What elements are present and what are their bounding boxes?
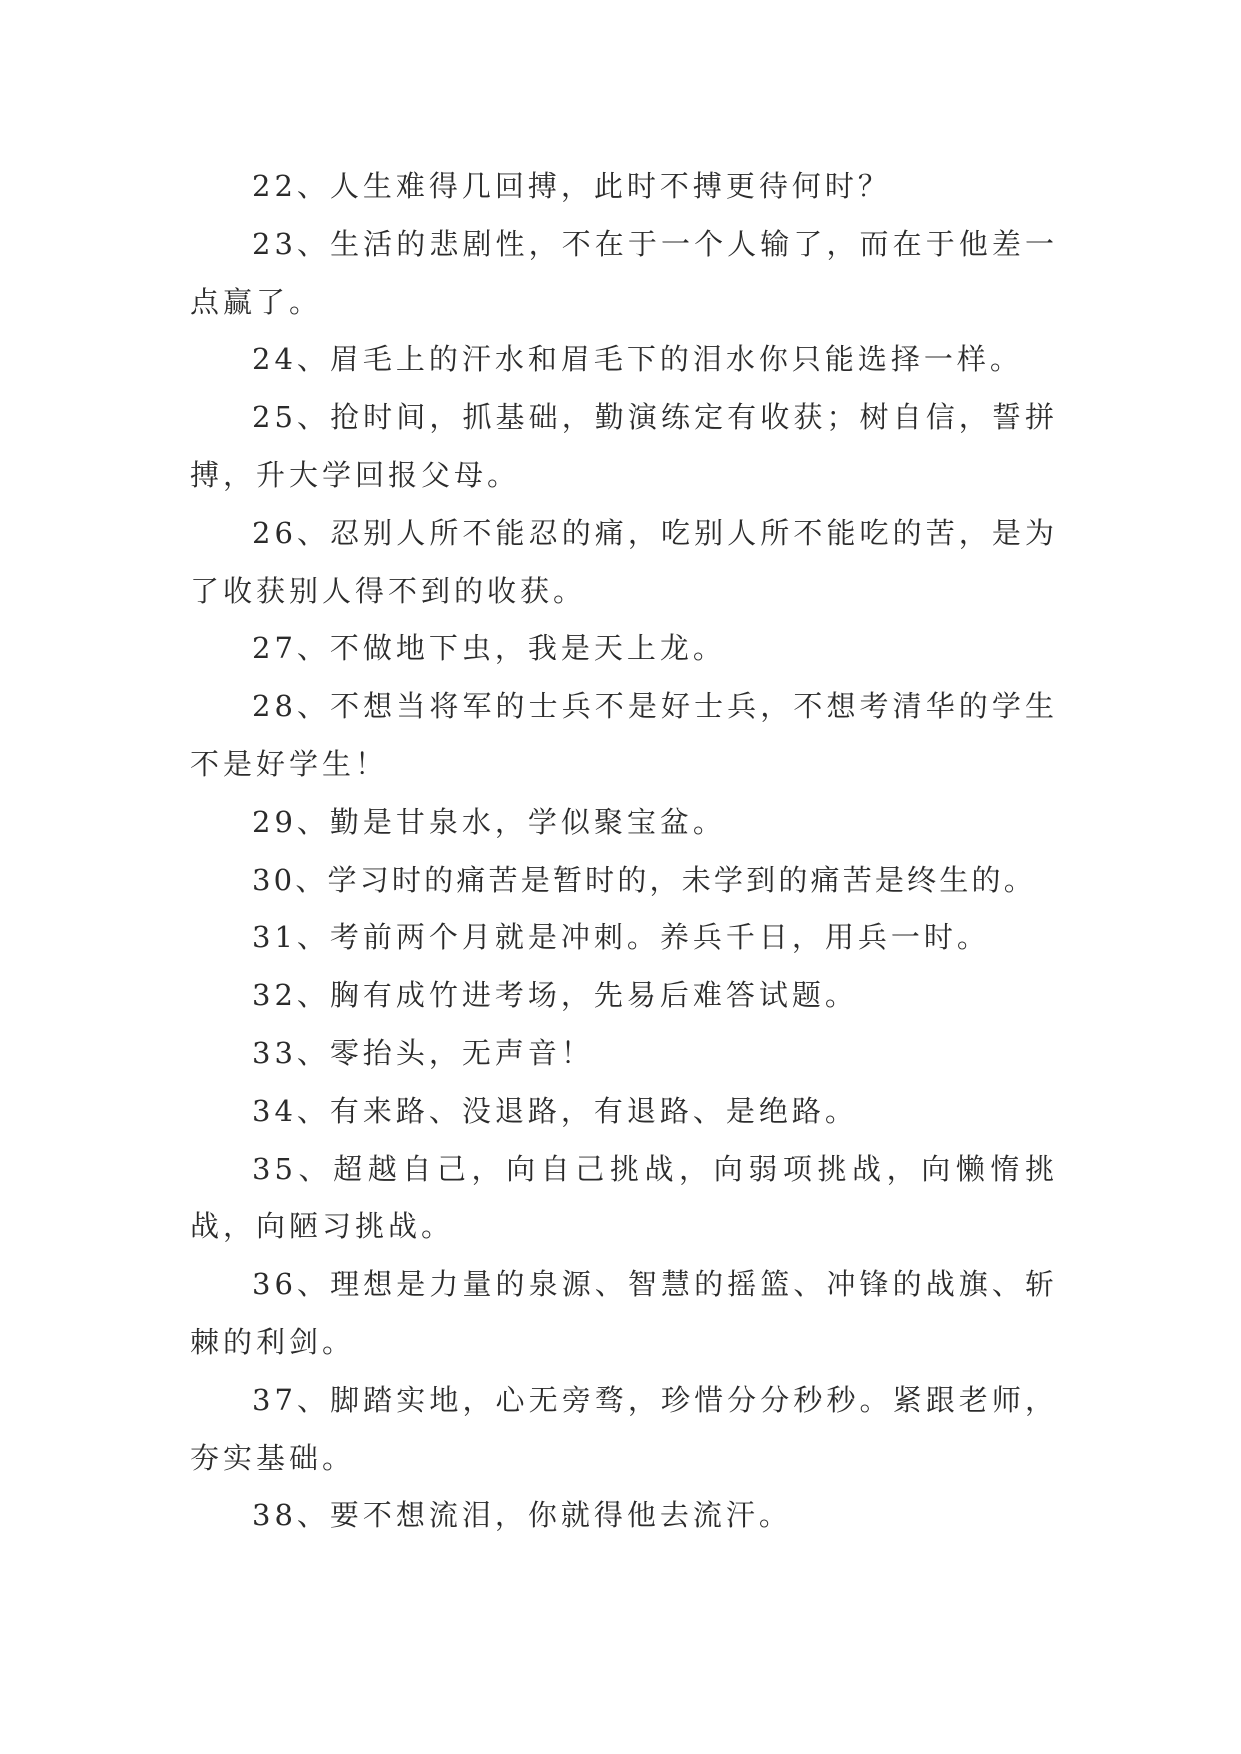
document-body (190, 158, 1058, 1545)
paragraph-separator: 、 (296, 169, 330, 203)
paragraph-number: 38 (252, 1498, 297, 1533)
paragraph-number: 36 (252, 1267, 297, 1302)
paragraph-31 (190, 909, 1058, 967)
paragraph-32 (190, 967, 1058, 1025)
paragraph-separator: 、 (296, 1151, 334, 1186)
paragraph-text: 脚踏实地，心无旁骛，珍惜分分秒秒。紧跟老师，夯实基础。 (190, 1382, 1058, 1475)
paragraph-separator: 、 (296, 689, 331, 724)
paragraph-number: 22 (252, 169, 297, 203)
paragraph-text: 抢时间，抓基础，勤演练定有收获；树自信，誓拼搏，升大学回报父母。 (190, 400, 1058, 492)
paragraph-separator: 、 (296, 342, 330, 377)
paragraph-separator: 、 (296, 1382, 331, 1417)
paragraph-text: 人生难得几回搏，此时不搏更待何时？ (329, 169, 891, 203)
paragraph-separator: 、 (296, 804, 330, 839)
paragraph-number: 32 (252, 978, 297, 1013)
paragraph-separator: 、 (295, 862, 328, 897)
paragraph-separator: 、 (296, 1267, 331, 1302)
paragraph-separator: 、 (296, 1498, 330, 1533)
paragraph-37 (190, 1372, 1058, 1488)
paragraph-number: 27 (252, 631, 297, 666)
paragraph-number: 29 (252, 804, 297, 839)
paragraph-text: 超越自己，向自己挑战，向弱项挑战，向懒惰挑战，向陋习挑战。 (190, 1151, 1058, 1244)
paragraph-text: 眉毛上的汗水和眉毛下的泪水你只能选择一样。 (329, 342, 1023, 377)
paragraph-25 (190, 389, 1058, 505)
paragraph-separator: 、 (296, 978, 330, 1013)
paragraph-number: 34 (252, 1093, 297, 1128)
paragraph-text: 学习时的痛苦是暂时的，未学到的痛苦是终生的。 (327, 862, 1036, 897)
paragraph-22 (190, 158, 1058, 216)
paragraph-number: 24 (252, 342, 297, 377)
paragraph-28 (190, 678, 1058, 794)
paragraph-24 (190, 331, 1058, 389)
paragraph-23 (190, 216, 1058, 332)
paragraph-text: 忍别人所不能忍的痛，吃别人所不能吃的苦，是为了收获别人得不到的收获。 (190, 515, 1058, 608)
paragraph-number: 30 (252, 862, 296, 897)
paragraph-text: 不想当将军的士兵不是好士兵，不想考清华的学生不是好学生！ (190, 689, 1058, 781)
paragraph-text: 零抬头，无声音！ (329, 1035, 594, 1070)
paragraph-text: 考前两个月就是冲刺。养兵千日，用兵一时。 (329, 920, 990, 955)
paragraph-26 (190, 505, 1058, 621)
paragraph-38 (190, 1487, 1058, 1545)
paragraph-separator: 、 (296, 400, 331, 435)
paragraph-number: 28 (252, 689, 297, 724)
paragraph-separator: 、 (296, 631, 330, 666)
paragraph-33 (190, 1025, 1058, 1083)
paragraph-number: 25 (252, 400, 297, 435)
paragraph-34 (190, 1083, 1058, 1141)
paragraph-text: 有来路、没退路，有退路、是绝路。 (329, 1093, 858, 1128)
paragraph-number: 31 (252, 920, 297, 955)
paragraph-36 (190, 1256, 1058, 1372)
paragraph-text: 理想是力量的泉源、智慧的摇篮、冲锋的战旗、斩棘的利剑。 (190, 1267, 1058, 1359)
paragraph-29 (190, 794, 1058, 852)
paragraph-separator: 、 (296, 1035, 330, 1070)
paragraph-separator: 、 (296, 1093, 330, 1128)
paragraph-text: 勤是甘泉水，学似聚宝盆。 (329, 804, 726, 839)
paragraph-number: 23 (252, 226, 297, 261)
paragraph-separator: 、 (296, 515, 331, 550)
paragraph-27 (190, 620, 1058, 678)
paragraph-text: 不做地下虫，我是天上龙。 (329, 631, 726, 666)
paragraph-number: 35 (252, 1151, 297, 1186)
paragraph-30 (190, 852, 1058, 910)
paragraph-text: 要不想流泪，你就得他去流汗。 (329, 1498, 792, 1533)
paragraph-number: 26 (252, 515, 297, 550)
paragraph-text: 生活的悲剧性，不在于一个人输了，而在于他差一点赢了。 (190, 226, 1058, 319)
paragraph-separator: 、 (296, 920, 330, 955)
paragraph-separator: 、 (296, 226, 331, 261)
paragraph-35 (190, 1141, 1058, 1257)
paragraph-text: 胸有成竹进考场，先易后难答试题。 (329, 978, 858, 1013)
paragraph-number: 33 (252, 1035, 297, 1070)
paragraph-number: 37 (252, 1382, 297, 1417)
